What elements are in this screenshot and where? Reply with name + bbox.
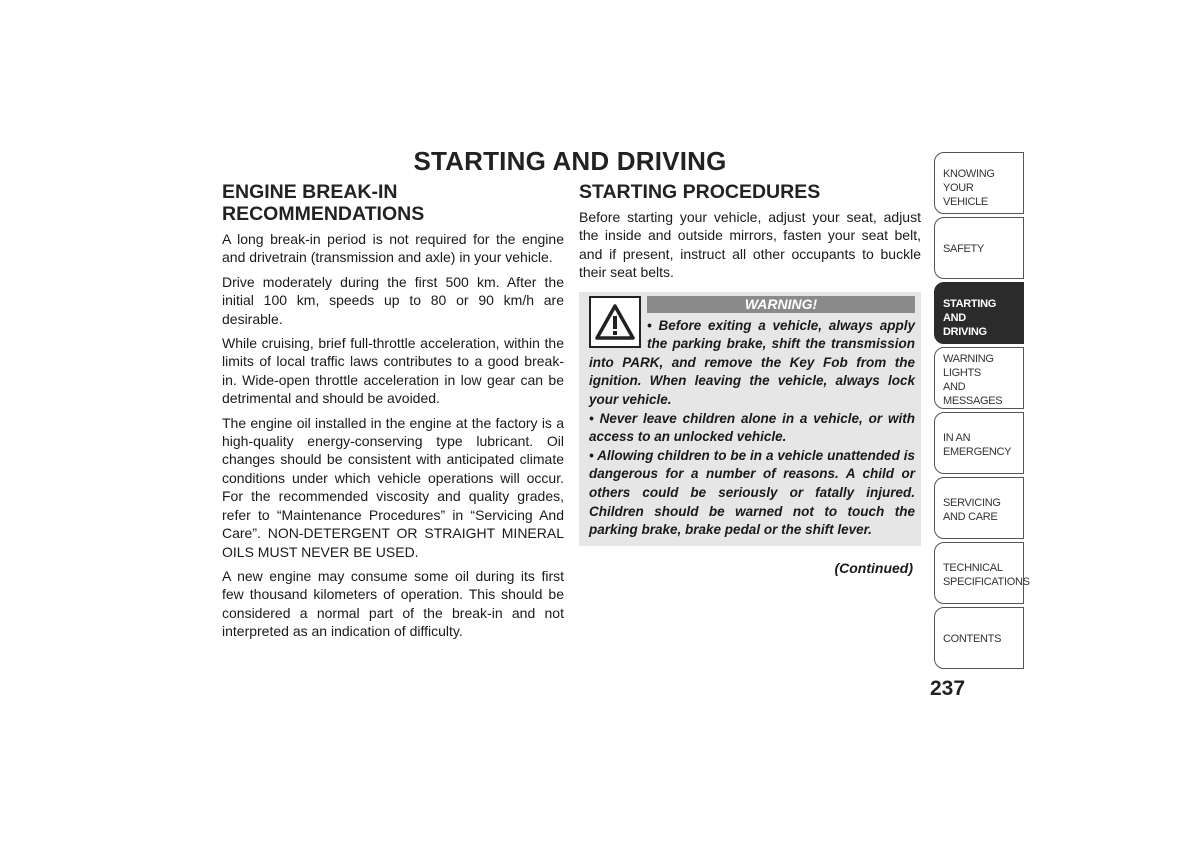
tab-label-line: TECHNICAL — [943, 562, 1003, 574]
tab-label-line: SPECIFICATIONS — [943, 576, 1030, 588]
tab-technical-specifications[interactable] — [934, 542, 1030, 604]
tab-label-line: VEHICLE — [943, 196, 988, 208]
warning-item: • Never leave children alone in a vehicle, or with access to an unlocked vehicle. — [589, 410, 915, 445]
right-column — [579, 181, 921, 576]
tab-safety[interactable] — [934, 217, 1024, 279]
tab-warning-lights-and-messages[interactable] — [934, 347, 1024, 409]
paragraph: While cruising, brief full-throttle acceleration, within the limits of local traffic laws contributes to a good break-in. Wide-open throttle acceleration in low gear can be detrimental and should be avoided. — [222, 335, 564, 407]
tab-label-line: DRIVING — [943, 326, 987, 338]
paragraph: The engine oil installed in the engine at the factory is a high-quality energy-conserving type lubricant. Oil changes should be consistent with anticipated climate conditions under which vehicle operations will occur. For the recommended viscosity and quality grades, refer to “Maintenance Procedures” in “Servicing And Care”. NON-DETERGENT OR STRAIGHT MINERAL OILS MUST NEVER BE USED. — [222, 414, 564, 560]
section-tabs — [934, 152, 1030, 672]
tab-knowing-your-vehicle[interactable] — [934, 152, 1024, 214]
tab-label-line: SAFETY — [943, 243, 984, 255]
tab-label-line: WARNING — [943, 353, 994, 365]
page-title: STARTING AND DRIVING — [413, 146, 727, 176]
tab-label-line: YOUR — [943, 182, 974, 194]
warning-triangle-icon — [589, 296, 641, 348]
warning-item: • Allowing children to be in a vehicle unattended is dangerous for a number of reasons. A child or others could be seriously or fatally injured. Children should be warned not to touch the parking brake, brake pedal or the shift lever. — [589, 447, 915, 538]
tab-starting-and-driving[interactable] — [934, 282, 1024, 344]
tab-label-line: SERVICING — [943, 497, 1001, 509]
tab-label-line: AND — [943, 312, 966, 324]
tab-label-line: STARTING — [943, 298, 997, 310]
tab-servicing-and-care[interactable] — [934, 477, 1024, 539]
tab-in-an-emergency[interactable] — [934, 412, 1024, 474]
tab-label-line: MESSAGES — [943, 395, 1003, 407]
page-number: 237 — [930, 677, 966, 700]
intro-paragraph: Before starting your vehicle, adjust your seat, adjust the inside and outside mirrors, fasten your seat belt, and if present, instruct all other occupants to buckle their seat belts. — [579, 209, 921, 281]
tab-label-line: AND CARE — [943, 511, 998, 523]
engine-break-in-heading — [222, 181, 564, 225]
tab-contents[interactable] — [934, 607, 1024, 669]
paragraph: A long break-in period is not required for the engine and drivetrain (transmission and axle) in your vehicle. — [222, 231, 564, 266]
tab-label-line: KNOWING — [943, 168, 995, 180]
continued-label: (Continued) — [834, 559, 913, 576]
tab-label-line: IN AN — [943, 432, 971, 444]
tab-label-line: CONTENTS — [943, 633, 1002, 645]
starting-procedures-heading: STARTING PROCEDURES — [579, 181, 821, 203]
warning-item: • Before exiting a vehicle, always apply the parking brake, shift the transmission into PARK, and remove the Key Fob from the ignition. When leaving the vehicle, always lock your vehicle. — [589, 317, 915, 407]
paragraph: A new engine may consume some oil during its first few thousand kilometers of operation. This should be considered a normal part of the break-in and not interpreted as an indication of difficulty. — [222, 567, 564, 640]
warning-box — [579, 292, 921, 546]
heading-line-1: ENGINE BREAK-IN — [222, 181, 398, 203]
paragraph: Drive moderately during the first 500 km. After the initial 100 km, speeds up to 80 or 90 km/h are desirable. — [222, 273, 564, 327]
warning-header: WARNING! — [647, 296, 915, 313]
left-column — [222, 181, 564, 647]
heading-line-2: RECOMMENDATIONS — [222, 203, 425, 225]
tab-label-line: AND — [943, 381, 966, 393]
tab-label-line: LIGHTS — [943, 367, 981, 379]
tab-label-line: EMERGENCY — [943, 446, 1012, 458]
